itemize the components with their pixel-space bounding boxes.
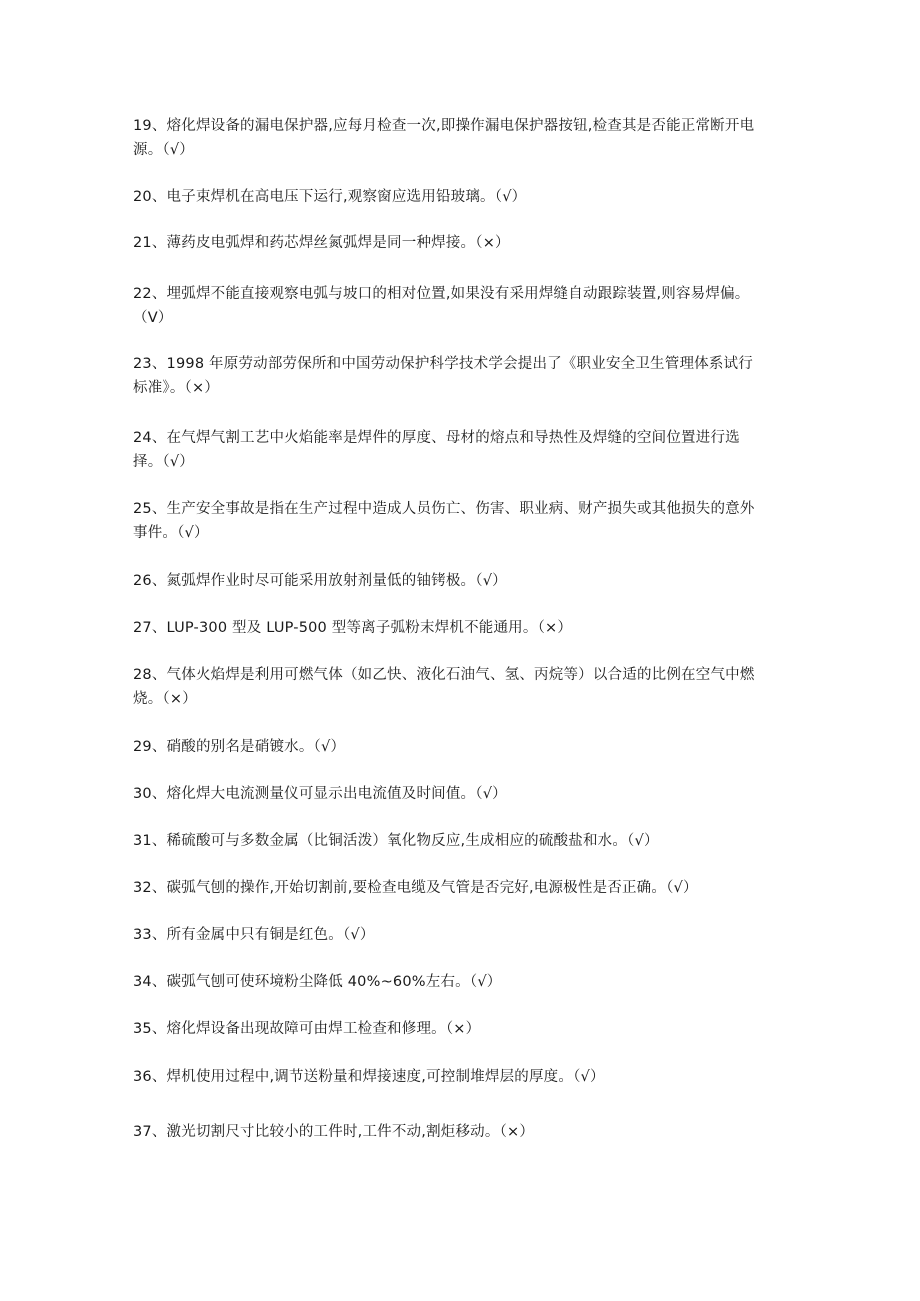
question-34 [133,970,793,994]
question-text: 29、硝酸的别名是硝镀水。（√） [133,739,346,755]
question-37 [133,1120,793,1144]
question-text: 27、LUP-300 型及 LUP-500 型等离子弧粉末焊机不能通用。（×） [133,620,573,636]
question-24 [133,426,793,474]
question-text-continued: 烧。（×） [133,691,197,707]
question-text: 22、埋弧焊不能直接观察电弧与坡口的相对位置,如果没有采用焊缝自动跟踪装置,则容易焊偏。 [133,286,750,302]
question-text: 25、生产安全事故是指在生产过程中造成人员伤亡、伤害、职业病、财产损失或其他损失的意外 [133,501,755,517]
question-text: 24、在气焊气割工艺中火焰能率是焊件的厚度、母材的熔点和导热性及焊缝的空间位置进行选 [133,430,740,446]
question-text-continued: 源。（√） [133,142,194,158]
question-text-continued: 择。（√） [133,454,194,470]
question-31 [133,829,793,853]
question-text: 19、熔化焊设备的漏电保护器,应每月检查一次,即操作漏电保护器按钮,检查其是否能正常断开电 [133,118,755,134]
question-36 [133,1065,793,1089]
question-text: 35、熔化焊设备出现故障可由焊工检查和修理。（×） [133,1021,481,1037]
question-25 [133,497,793,545]
question-text-continued: 标准》。（×） [133,380,220,396]
question-26 [133,569,793,593]
question-23 [133,352,793,400]
question-30 [133,782,793,806]
question-text: 33、所有金属中只有铜是红色。（√） [133,927,375,943]
question-27 [133,616,793,640]
question-text-continued: 事件。（√） [133,525,209,541]
question-29 [133,735,793,759]
question-20 [133,185,793,209]
question-28 [133,663,793,711]
question-text: 31、稀硫酸可与多数金属（比铜活泼）氧化物反应,生成相应的硫酸盐和水。（√） [133,833,659,849]
question-text: 30、熔化焊大电流测量仪可显示出电流值及时间值。（√） [133,786,507,802]
question-text: 28、气体火焰焊是利用可燃气体（如乙快、液化石油气、氢、丙烷等）以合适的比例在空气中燃 [133,667,755,683]
question-19 [133,114,793,162]
question-text: 23、1998 年原劳动部劳保所和中国劳动保护科学技术学会提出了《职业安全卫生管理体系试行 [133,356,753,372]
question-32 [133,876,793,900]
question-text: 36、焊机使用过程中,调节送粉量和焊接速度,可控制堆焊层的厚度。（√） [133,1069,605,1085]
question-text-continued: （V） [133,310,173,326]
question-33 [133,923,793,947]
question-text: 32、碳弧气刨的操作,开始切割前,要检查电缆及气管是否完好,电源极性是否正确。（√） [133,880,698,896]
question-text: 34、碳弧气刨可使环境粉尘降低 40%~60%左右。（√） [133,974,502,990]
question-35 [133,1017,793,1041]
question-text: 26、氮弧焊作业时尽可能采用放射剂量低的铀铐极。（√） [133,573,507,589]
question-text: 37、激光切割尺寸比较小的工件时,工件不动,割炬移动。（×） [133,1124,535,1140]
question-text: 20、电子束焊机在高电压下运行,观察窗应选用铅玻璃。（√） [133,189,527,205]
question-text: 21、薄药皮电弧焊和药芯焊丝氮弧焊是同一种焊接。（×） [133,235,510,251]
question-21 [133,231,793,255]
question-22 [133,282,793,330]
